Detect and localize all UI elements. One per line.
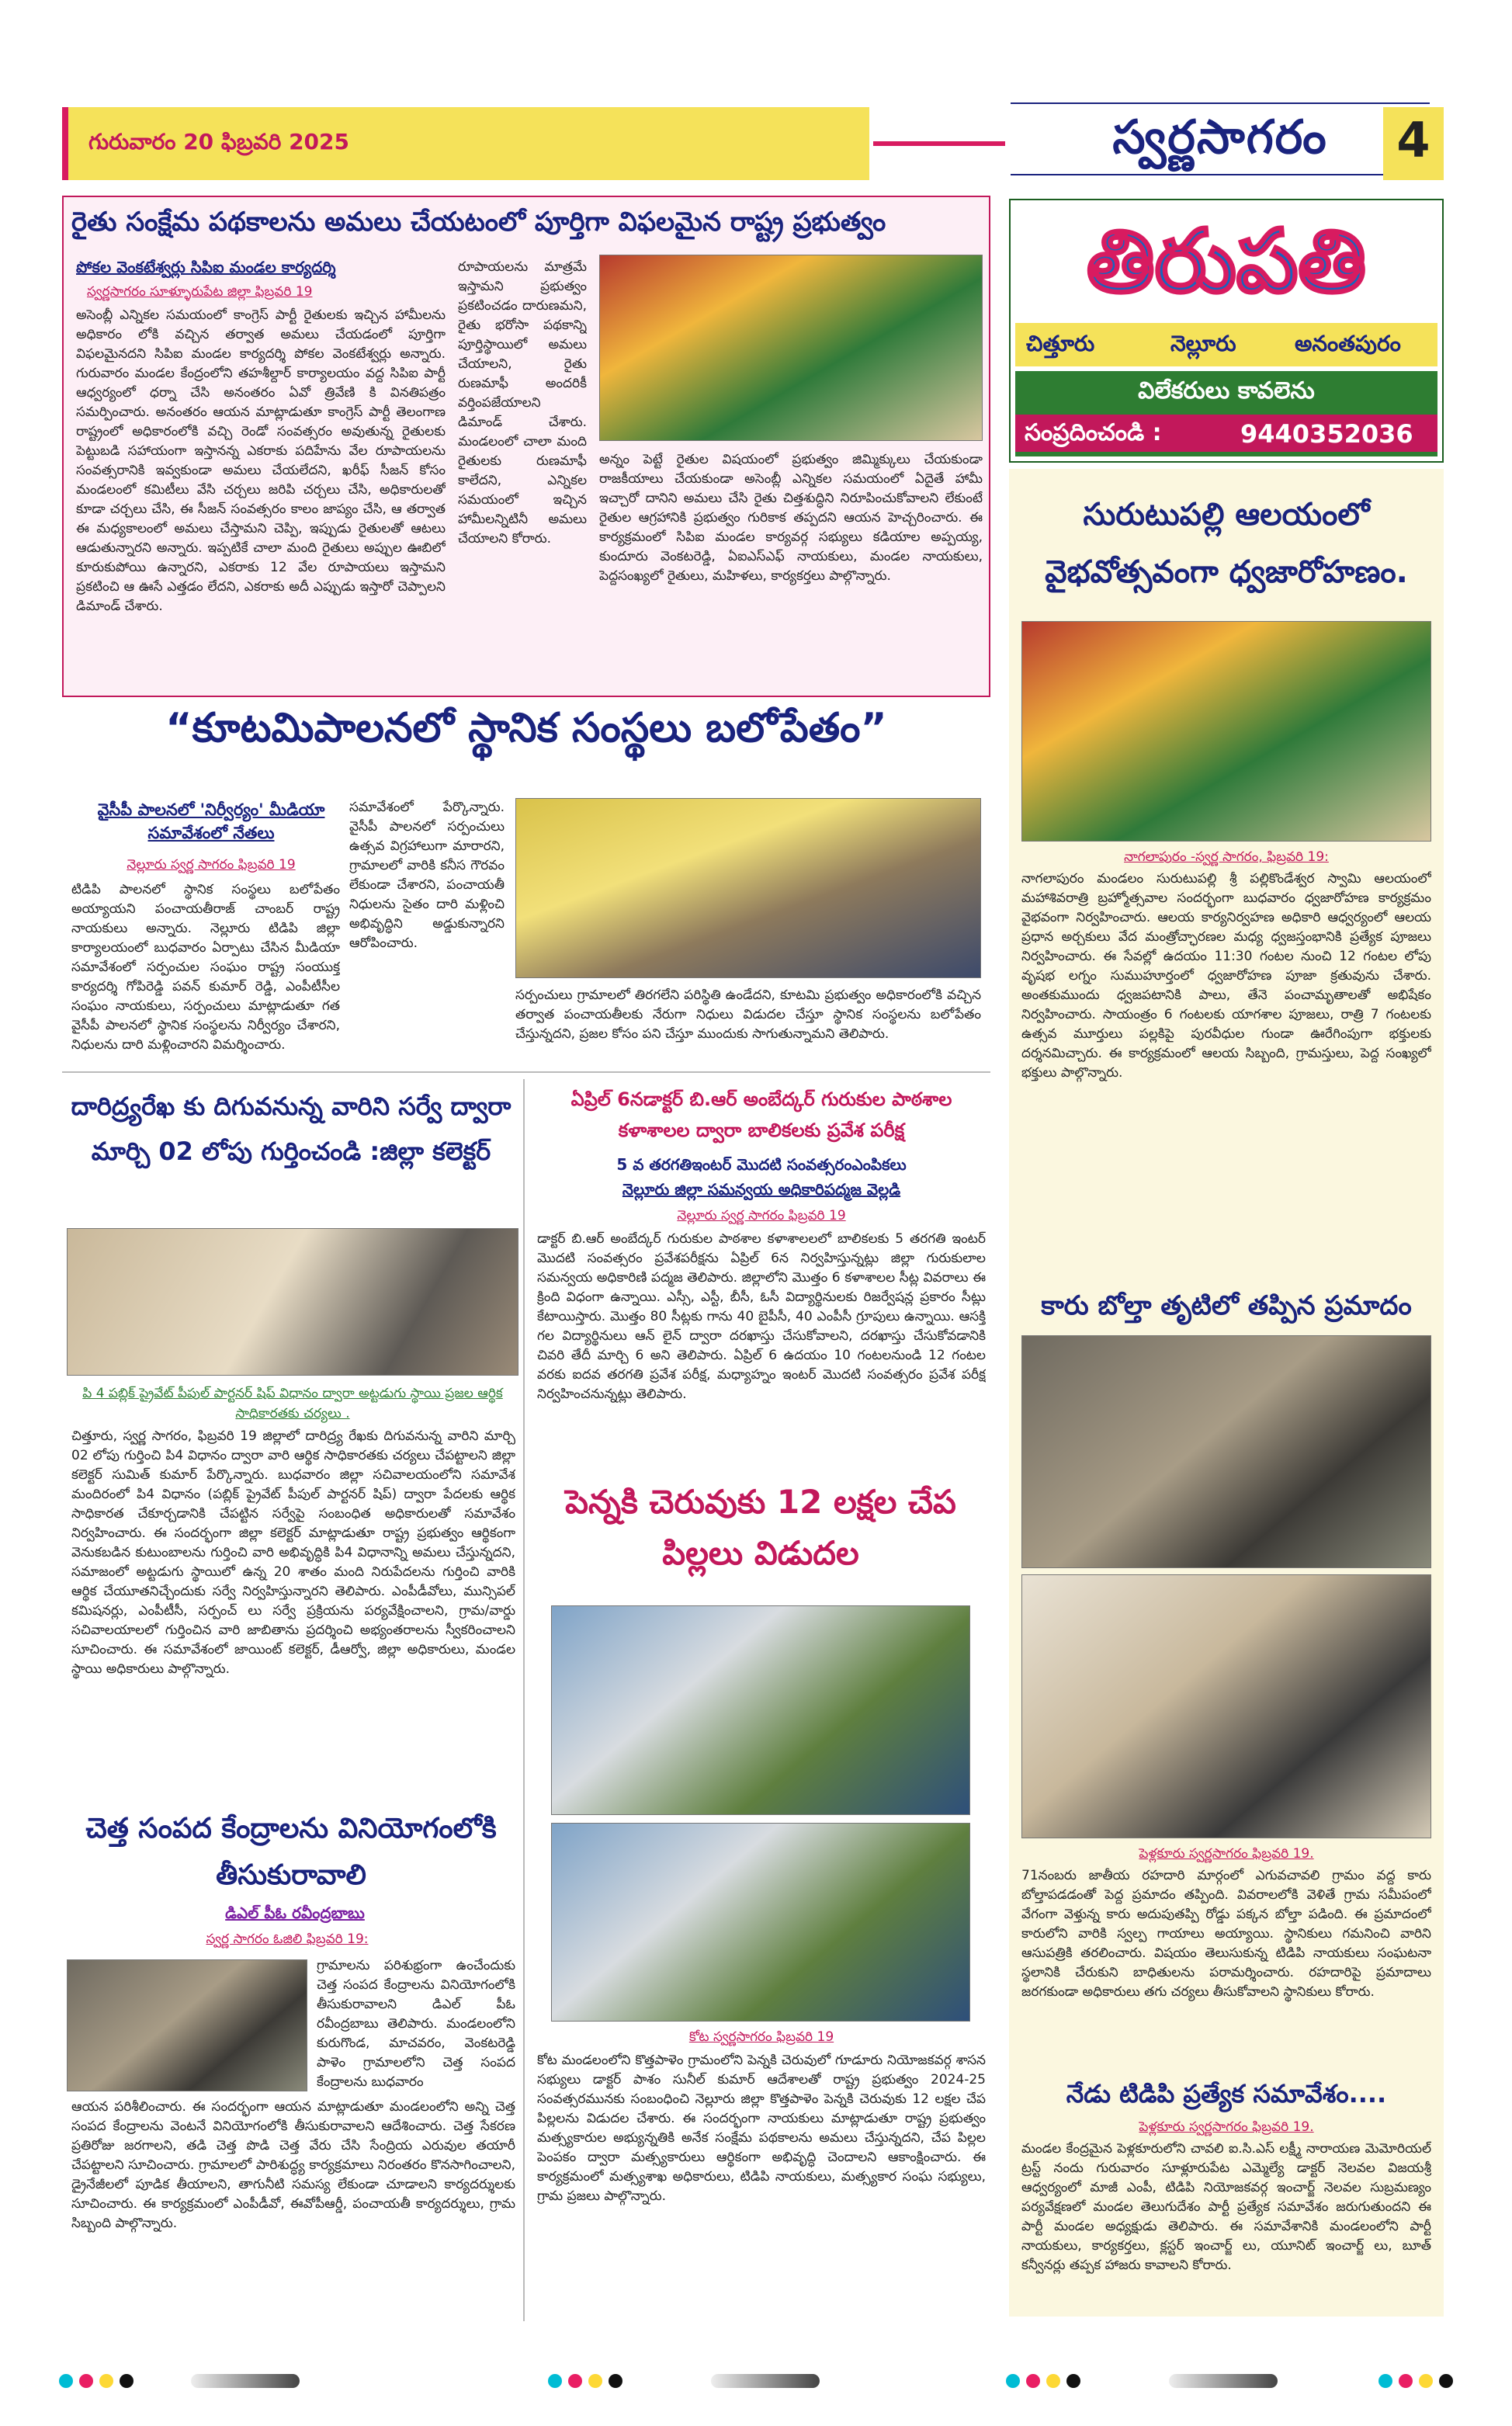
paper-logo [1011,102,1430,185]
local-bodies-dateline: నెల్లూరు స్వర్ణ సాగరం ఫిబ్రవరి 19 [127,857,296,873]
car-headline: కారు బోల్తా తృటిలో తప్పిన ప్రమాదం [1041,1290,1412,1321]
date-banner [62,107,869,180]
local-bodies-body-col3: సర్పంచులు గ్రామాలలో తిరగలేని పరిస్థితి ఉండేదని, కూటమి ప్రభుత్వం అధికారంలోకి వచ్చిన తర్వాత పంచాయతీలకు నేరుగా నిధులు విడుదల చేస్తూ స్థానిక సంస్థలను బలోపేతం చేస్తున్నదని, ప్రజల కోసం పని చేస్తూ ముందుకు సాగుతున్నామని తెలిపారు. [515,987,981,1042]
registration-marks [59,2368,1453,2399]
gurukul-subhead-1: 5 వ తరగతిఇంటర్ మొదటి సంవత్సరంఎంపికలు [616,1155,907,1174]
temple-headline: సురుటుపల్లి ఆలయంలో వైభవోత్సవంగా ధ్వజారోహణం. [1045,497,1408,590]
fish-body: కోట మండలంలోని కొత్తపాళెం గ్రామంలోని పెన్నకి చెరువులో గూడూరు నియోజకవర్గ శాసన సభ్యులు డాక్టర్ పాశం సునీల్ కుమార్ ఆదేశాలతో రాష్ట్ర ప్రభుత్వం 2024-25 సంవత్సరమునకు సంబంధించి నెల్లూరు జిల్లా కొత్తపాళెం పెన్నకి చెరువుకు 12 లక్షల చేప పిల్లలను విడుదల చేశారు. ఈ సందర్భంగా నాయకులు మాట్లాడుతూ రాష్ట్ర ప్రభుత్వం మత్స్యకారుల అభ్యున్నతికి అనేక సంక్షేమ పథకాలను అమలు చేస్తున్నదని, చేప పిల్లల పెంపకం ద్వారా మత్స్యకారులు ఆర్థికంగా అభివృద్ధి చెందాలని ఆకాంక్షించారు. ఈ కార్యక్రమంలో మత్స్యశాఖ అధికారులు, టిడిపి నాయకులు, మత్స్యకార సంఘ సభ్యులు, గ్రామ ప్రజలు పాల్గొన్నారు. [537,2053,986,2204]
farmers-body-col3: అన్నం పెట్టే రైతుల విషయంలో ప్రభుత్వం జిమ్మిక్కులు చేయకుండా రాజకీయాలు చేయకుండా అసెంబ్లీ ఎన్నికల సమయంలో ఏదైతే హామీ ఇచ్చారో దానిని అమలు చేసి రైతు చిత్తశుద్ధిని నిరూపించుకోవాలని లేకుంటే రైతుల ఆగ్రహానికి ప్రభుత్వం గురికాక తప్పదని ఆయన హెచ్చరించారు. ఈ కార్యక్రమంలో సిపిఐ మండల కార్యవర్గ సభ్యులు కడియాల అప్పయ్య, కుందూరు వెంకటరెడ్డి, ఏఐఎస్ఎఫ్ నాయకులు, మండల నాయకులు, పెద్దసంఖ్యలో రైతులు, మహిళలు, కార్యకర్తలు పాల్గొన్నారు. [599,452,983,584]
local-bodies-subhead: వైసీపీ పాలనలో 'నిర్వీర్యం' మీడియా సమావేశంలో నేతలు [97,800,325,842]
contact-band [1015,415,1437,452]
local-bodies-body-col2: సమావేశంలో పేర్కొన్నారు. వైసీపీ పాలనలో సర్పంచులు ఉత్సవ విగ్రహాలుగా మారారని, గ్రామాలలో వారికి కనీస గౌరవం లేకుండా చేశారని, పంచాయతీ నిధులను సైతం దారి మళ్లించి అభివృద్ధిని అడ్డుకున్నారని ఆరోపించారు. [349,800,505,951]
farmers-subhead: పోకల వెంకటేశ్వర్లు సిపిఐ మండల కార్యదర్శి [76,258,336,276]
local-bodies-headline: “కూటమిపాలనలో స్థానిక సంస్థలు బలోపేతం” [165,705,887,751]
masthead-rule-left [873,141,1005,146]
issue-date: గురువారం 20 ఫిబ్రవరి 2025 [88,129,350,154]
district-strip [1015,323,1437,366]
temple-dateline: నాగలాపురం -స్వర్ణ సాగరం, ఫిబ్రవరి 19: [1124,849,1329,865]
waste-body-col2: ఆయన పరిశీలించారు. ఈ సందర్భంగా ఆయన మాట్లాడుతూ మండలంలోని అన్ని చెత్త సంపద కేంద్రాలను వెంటనే వినియోగంలోకి తీసుకురావాలని ఆదేశించారు. చెత్త సేకరణ ప్రతిరోజు జరగాలని, తడి చెత్త పొడి చెత్త వేరు చేసి సేంద్రియ ఎరువుల తయారీ చేపట్టాలని సూచించారు. గ్రామాలలో పారిశుద్ధ్య కార్యక్రమాలు నిరంతరం కొనసాగించాలని, డ్రైనేజీలలో పూడిక తీయాలని, తాగునీటి సమస్య లేకుండా చూడాలని కార్యదర్శులకు సూచించారు. ఈ కార్యక్రమంలో ఎంపీడీవో, ఈవోపీఆర్డీ, పంచాయతీ కార్యదర్శులు, గ్రామ సిబ్బంది పాల్గొన్నారు. [71,2099,515,2231]
farmers-body-col2: రూపాయలను మాత్రమే ఇస్తామని ప్రభుత్వం ప్రకటించడం దారుణమని, రైతు భరోసా పథకాన్ని పూర్తిస్థాయిలో అమలు చేయాలని, రైతు రుణమాఫీ అందరికీ వర్తింపజేయాలని డిమాండ్ చేశారు. మండలంలో చాలా మంది రైతులకు రుణమాఫీ కాలేదని, ఎన్నికల సమయంలో ఇచ్చిన హామీలన్నిటినీ అమలు చేయాలని కోరారు. [458,259,587,547]
farmers-dateline: స్వర్ణసాగరం సూళ్ళూరుపేట జిల్లా ఫిబ్రవరి 19 [87,284,313,300]
tdp-leaders-photo [1021,1574,1431,1838]
temple-flag-hoisting-photo [1021,621,1431,842]
paper-name: స్వర్ణసాగరం [1112,110,1328,165]
edition-box [1009,199,1444,463]
district-1: చిత్తూరు [1026,331,1095,356]
city-banner [1015,205,1437,318]
poverty-headline: దారిద్ర్యరేఖ కు దిగువనున్న వారిని సర్వే ద్వారా మార్చి 02 లోపు గుర్తించండి :జిల్లా కలెక్టర్ [71,1092,512,1166]
car-accident-photo [1021,1335,1431,1568]
farmers-headline: రైతు సంక్షేమ పథకాలను అమలు చేయటంలో పూర్తిగా విఫలమైన రాష్ట్ర ప్రభుత్వం [71,207,886,238]
divider-col [523,1079,525,2321]
tdp-body: మండల కేంద్రమైన పెళ్లకూరులోని చావలి ఐ.సి.ఎస్ లక్ష్మీ నారాయణ మెమోరియల్ ట్రస్ట్ నందు గురువారం సూళ్లూరుపేట ఎమ్మెల్యే డాక్టర్ నెలవల విజయశ్రీ ఆధ్వర్యంలో మాజీ ఎంపీ, టిడిపి నియోజకవర్గ ఇంచార్జ్ నెలవల సుబ్రమణ్యం పర్యవేక్షణలో మండల తెలుగుదేశం పార్టీ ప్రత్యేక సమావేశం జరుగుతుందని ఈ పార్టీ మండల అధ్యక్షుడు తెలిపారు. ఈ సమావేశానికి మండలంలోని పార్టీ నాయకులు, కార్యకర్తలు, క్లస్టర్ ఇంచార్జ్ లు, యూనిట్ ఇంచార్జ్ లు, బూత్ కన్వీనర్లు తప్పక హాజరు కావాలని కోరారు. [1021,2141,1431,2273]
wanted-strip [1015,371,1437,456]
right-column [1009,469,1444,2317]
tdp-headline: నేడు టిడిపి ప్రత్యేక సమావేశం.... [1066,2079,1387,2108]
district-3: అనంతపురం [1295,331,1401,356]
waste-dateline: స్వర్ణ సాగరం ఓజిలి ఫిబ్రవరి 19: [206,1931,369,1947]
masthead [62,107,1444,185]
gurukul-headline: ఏప్రిల్ 6నడాక్టర్ బి.ఆర్ అంబేద్కర్ గురుకుల పాఠశాల కళాశాలల ద్వారా బాలికలకు ప్రవేశ పరీక్ష [570,1088,952,1141]
waste-body-col1: గ్రామాలను పరిశుభ్రంగా ఉంచేందుకు చెత్త సంపద కేంద్రాలను వినియోగంలోకి తీసుకురావాలని డిఎల్ పీఓ రవీంద్రబాబు తెలిపారు. మండలంలోని కురుగొండ, మాచవరం, వెంకటరెడ్డి పాళెం గ్రామాలలోని చెత్త సంపద కేంద్రాలను బుధవారం [317,1958,515,2090]
contact-phone: 9440352036 [1240,419,1413,449]
waste-subhead: డిఎల్ పీఓ రవీంద్రబాబు [225,1904,365,1922]
city-name: తిరుపతి [1087,211,1366,312]
gurukul-subhead-2: నెల్లూరు జిల్లా సమన్వయ అధికారిపద్మజ వెల్లడి [622,1180,901,1199]
fish-dateline: కోట స్వర్ణసాగరం ఫిబ్రవరి 19 [688,2029,834,2045]
car-body: 71నంబరు జాతీయ రహదారి మార్గంలో ఎగువచావలి గ్రామం వద్ద కారు బోల్తాపడడంతో పెద్ద ప్రమాదం తప్పింది. వివరాలలోకి వెళితే గ్రామ సమీపంలో వేగంగా వెళ్తున్న కారు అదుపుతప్పి రోడ్డు పక్కన బోల్తా పడింది. ఈ ప్రమాదంలో కారులోని వారికి స్వల్ప గాయాలు అయ్యాయి. స్థానికులు గమనించి వారిని ఆసుపత్రికి తరలించారు. విషయం తెలుసుకున్న టిడిపి నాయకులు సంఘటనా స్థలానికి చేరుకుని బాధితులను పరామర్శించారు. రహదారిపై ప్రమాదాలు జరగకుండా అధికారులు తగు చర్యలు తీసుకోవాలని స్థానికులు కోరారు. [1021,1868,1431,2000]
contact-label: సంప్రదించండి : [1025,419,1162,446]
tdp-dateline: పెళ్లకూరు స్వర్ణసాగరం ఫిబ్రవరి 19. [1139,2119,1314,2135]
waste-headline: చెత్త సంపద కేంద్రాలను వినియోగంలోకి తీసుకురావాలి [85,1813,497,1891]
collector-meeting-photo [67,1228,518,1376]
page-number: 4 [1396,112,1431,168]
district-2: నెల్లూరు [1170,331,1236,356]
fish-release-photo-2 [551,1823,970,2022]
waste-center-photo [67,1959,307,2091]
reporters-wanted: విలేకరులు కావలెను [1138,377,1315,404]
press-meet-photo [515,798,981,978]
fish-headline: పెన్నకి చెరువుకు 12 లక్షల చేప పిల్లలు విడుదల [565,1483,956,1572]
local-bodies-body-col1: టిడిపి పాలనలో స్థానిక సంస్థలు బలోపేతం అయ్యాయని పంచాయతీరాజ్ చాంబర్ రాష్ట్ర నాయకులు అన్నారు. నెల్లూరు టిడిపి జిల్లా కార్యాలయంలో బుధవారం ఏర్పాటు చేసిన మీడియా సమావేశంలో సర్పంచుల సంఘం రాష్ట్ర సంయుక్త కార్యదర్శి గోపిరెడ్డి పవన్ కుమార్ రెడ్డి, ఎంపీటీసీల సంఘం నాయకులు, సర్పంచులు మాట్లాడుతూ గత వైసీపీ పాలనలో స్థానిక సంస్థలను నిర్వీర్యం చేశారని, నిధులను దారి మళ్లించారని విమర్శించారు. [71,882,340,1053]
temple-body: నాగలాపురం మండలం సురుటుపల్లి శ్రీ పల్లికొండేశ్వర స్వామి ఆలయంలో మహాశివరాత్రి బ్రహ్మోత్సవాల సందర్భంగా బుధవారం ధ్వజారోహణ కార్యక్రమం వైభవంగా నిర్వహించారు. ఆలయ కార్యనిర్వహణ అధికారి ఆధ్వర్యంలో ఆలయ ప్రధాన అర్చకులు వేద మంత్రోచ్ఛారణల మధ్య ధ్వజస్తంభానికి ప్రత్యేక పూజలు నిర్వహించారు. ఈ సేవల్లో ఉదయం 11:30 గంటల నుంచి 12 గంటల లోపు వృషభ లగ్నం సుముహూర్తంలో ధ్వజారోహణ పూజా క్రతువును చేశారు. అంతకుముందు ధ్వజపటానికి పాలు, తేనె పంచామృతాలతో అభిషేకం నిర్వహించారు. సాయంత్రం 6 గంటలకు యాగశాల పూజలు, రాత్రి 7 గంటలకు ఉత్సవ మూర్తులు పల్లకిపై పురవీధుల గుండా ఊరేగింపుగా భక్తులకు దర్శనమిచ్చారు. ఈ కార్యక్రమంలో ఆలయ సిబ్బంది, గ్రామస్తులు, పెద్ద సంఖ్యలో భక్తులు పాల్గొన్నారు. [1021,871,1431,1081]
fish-release-photo-1 [551,1605,970,1815]
page-number-box [1383,107,1444,180]
farmers-article [62,196,990,697]
farmers-protest-photo [599,255,983,441]
divider-mid [62,1071,990,1073]
poverty-body: చిత్తూరు, స్వర్ణ సాగరం, ఫిబ్రవరి 19 జిల్లాలో దారిద్ర్య రేఖకు దిగువనున్న వారిని మార్చి 02 లోపు గుర్తించి పి4 విధానం ద్వారా వారి ఆర్థిక సాధికారతకు చర్యలు చేపట్టాలని జిల్లా కలెక్టర్ సుమిత్ కుమార్ పేర్కొన్నారు. బుధవారం జిల్లా సచివాలయంలోని సమావేశ మందిరంలో పి4 విధానం (పబ్లిక్ ప్రైవేట్ పీపుల్ పార్టనర్ షిప్) ద్వారా పేదలకు ఆర్థిక సాధికారత చేకూర్చడానికి చేపట్టిన సర్వేపై సంబంధిత అధికారులతో సమావేశం నిర్వహించారు. ఈ సందర్భంగా జిల్లా కలెక్టర్ మాట్లాడుతూ రాష్ట్ర ప్రభుత్వం ఆర్థికంగా వెనుకబడిన కుటుంబాలను గుర్తించి వారి అభివృద్ధికి పి4 విధానాన్ని అమలు చేస్తున్నదని, సమాజంలో అట్టడుగు స్థాయిలో ఉన్న 20 శాతం మంది నిరుపేదలను గుర్తించి వారికి ఆర్థిక చేయూతనిచ్చేందుకు సర్వే నిర్వహిస్తున్నారని తెలిపారు. ఎంపీడీవోలు, మున్సిపల్ కమిషనర్లు, ఎంపీటీసీ, సర్పంచ్ లు సర్వే ప్రక్రియను పర్యవేక్షించాలని, గ్రామ/వార్డు సచివాలయాలలో గుర్తించిన వారి జాబితాను ప్రదర్శించి అభ్యంతరాలను స్వీకరించాలని సూచించారు. ఈ సమావేశంలో జాయింట్ కలెక్టర్, డీఆర్వో, జిల్లా అధికారులు, మండల స్థాయి అధికారులు పాల్గొన్నారు. [71,1428,515,1677]
gurukul-body: డాక్టర్ బి.ఆర్ అంబేద్కర్ గురుకుల పాఠశాల కళాశాలలలో బాలికలకు 5 తరగతి ఇంటర్ మొదటి సంవత్సరం ప్రవేశపరీక్షను ఏప్రిల్ 6న నిర్వహిస్తున్నట్లు జిల్లా గురుకులాల సమన్వయ అధికారిణి పద్మజ తెలిపారు. జిల్లాలోని మొత్తం 6 కళాశాలల సీట్ల వివరాలు ఈ క్రింది విధంగా ఉన్నాయి. ఎస్సీ, ఎస్టీ, బీసీ, ఓసీ విద్యార్థినులకు రిజర్వేషన్ల ప్రకారం సీట్లు కేటాయిస్తారు. మొత్తం 80 సీట్లకు గాను 40 బైపీసీ, 40 ఎంపీసీ గ్రూపులు ఉన్నాయి. ఆసక్తి గల విద్యార్థినులు ఆన్ లైన్ ద్వారా దరఖాస్తు చేసుకోవాలని, దరఖాస్తు చేసుకోవడానికి చివరి తేదీ మార్చి 6 అని తెలిపారు. ఏప్రిల్ 6 ఉదయం 10 గంటలనుండి 12 గంటల వరకు ఐదవ తరగతి ప్రవేశ పరీక్ష, మధ్యాహ్నం ఇంటర్ మొదటి సంవత్సరం ప్రవేశ పరీక్ష నిర్వహించనున్నట్లు తెలిపారు. [537,1231,986,1402]
farmers-body-col1: అసెంబ్లీ ఎన్నికల సమయంలో కాంగ్రెస్ పార్టీ రైతులకు ఇచ్చిన హామీలను అధికారం లోకి వచ్చిన తర్వాత అమలు చేయడంలో పూర్తిగా విఫలమైనదని సిపిఐ మండల కార్యదర్శి పోకల వెంకటేశ్వర్లు అన్నారు. గురువారం మండల కేంద్రంలోని తహశీల్దార్ కార్యాలయం వద్ద సిపిఐ పార్టీ ఆధ్వర్యంలో ధర్నా చేసి అనంతరం ఏవో త్రివేణి కి వినతిపత్రం సమర్పించారు. అనంతరం ఆయన మాట్లాడుతూ కాంగ్రెస్ పార్టీ తెలంగాణ రాష్ట్రంలో అధికారంలోకి వచ్చి రెండో సంవత్సరం అవుతున్న రైతులకు పెట్టుబడి సహాయంగా ఇస్తానన్న ఎకరాకు పదిహేను వేల రూపాయలను సంవత్సరానికి ఇవ్వకుండా అమలు చేయలేదని, ఖరీఫ్ సీజన్ కోసం మండలంలో కమిటీలు వేసి చర్చలు జరిపి చర్చలు చేసి, అధికారులతో కూడా చర్చలు చేసి, ఈ సీజన్ సంవత్సరం కాలం జాప్యం చేసి, ఆ తర్వాత ఈ మధ్యకాలంలో అమలు చేస్తామని చెప్పి, ఇప్పుడు రైతులతో ఆటలు ఆడుతున్నారని అన్నారు. ఇప్పటికే చాలా మంది రైతులు అప్పుల ఊబిలో కూరుకుపోయి ఉన్నారని, ఎకరాకు 12 వేల రూపాయలు ఇస్తామని ప్రకటించి ఆ ఊసే ఎత్తడం లేదని, ఎకరాకు అదీ ఎప్పుడు ఇస్తారో చెప్పాలని డిమాండ్ చేశారు. [76,307,446,614]
gurukul-dateline: నెల్లూరు స్వర్ణ సాగరం ఫిబ్రవరి 19 [677,1208,846,1223]
poverty-subhead: పి 4 పబ్లిక్ ప్రైవేట్ పీపుల్ పార్టనర్ షిప్ విధానం ద్వారా అట్టడుగు స్థాయి ప్రజల ఆర్థిక సాధికారతకు చర్యలు . [82,1386,503,1421]
car-dateline: పెళ్లకూరు స్వర్ణసాగరం ఫిబ్రవరి 19. [1139,1846,1314,1862]
